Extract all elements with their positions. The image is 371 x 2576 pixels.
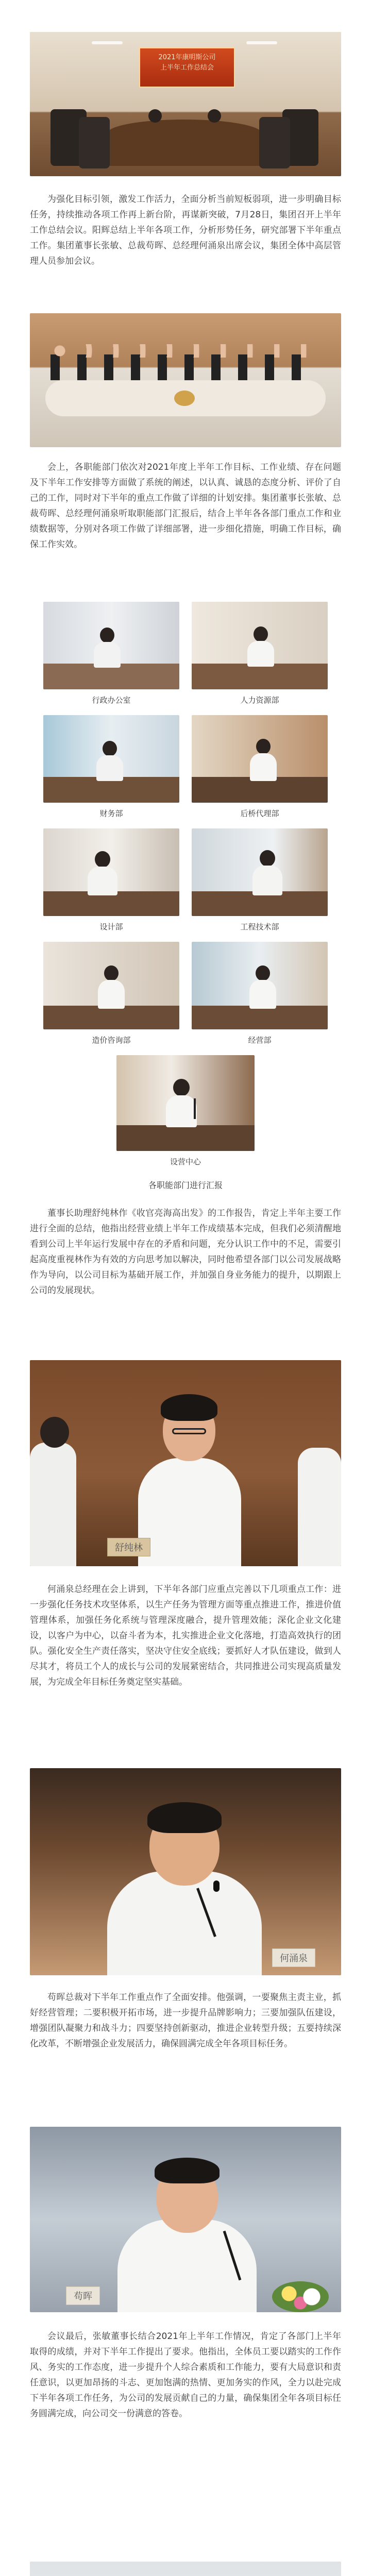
hero-photo bbox=[30, 32, 341, 176]
caption-cost: 造价咨询部 bbox=[92, 1036, 131, 1045]
nameplate-shu: 舒纯林 bbox=[107, 1538, 150, 1556]
caption-design: 设计部 bbox=[99, 922, 123, 931]
banner-line1: 2021年康明斯公司 bbox=[158, 54, 216, 61]
hero-screen-banner bbox=[139, 47, 235, 88]
speaker-photo-zhang bbox=[30, 2562, 341, 2576]
paragraph-gou-speech: 苟晖总裁对下半年工作重点作了全面安排。他强调，一要聚焦主责主业，抓好经营管理；二要积极开拓市场，进一步提升品牌影响力；三要加强队伍建设，增强团队凝聚力和战斗力；四要坚持创新驱动，推进企业转型升级；五要持续深化改革，不断增强企业发展活力，确保圆满完成全年各项目标任务。 bbox=[30, 1992, 341, 2049]
dept-photo-bidding bbox=[116, 1055, 255, 1151]
dept-photo-design bbox=[43, 828, 179, 916]
caption-bidding: 设营中心 bbox=[170, 1157, 201, 1166]
speaker-photo-shu bbox=[30, 1360, 341, 1566]
caption-engineering: 工程技术部 bbox=[240, 922, 279, 931]
caption-operations: 经营部 bbox=[248, 1036, 272, 1045]
caption-reports-all: 各职能部门进行汇报 bbox=[148, 1180, 223, 1190]
caption-finance: 财务部 bbox=[99, 809, 123, 818]
nameplate-gou: 苟晖 bbox=[66, 2286, 100, 2305]
dept-photo-admin bbox=[43, 602, 179, 689]
caption-admin: 行政办公室 bbox=[92, 696, 131, 705]
paragraph-shu-report: 董事长助理舒纯林作《收官亮海高出发》的工作报告，肯定上半年主要工作进行全面的总结，他指出经营业绩上半年工作成绩基本完成，但我们必须清醒地看到公司上半年运行发展中存在的矛盾和问题，充分认识工作中的不足，需要引起高度重视林作为有效的方向思考加以解决，同时他希望各部门以公司发展战略作为导向，以公司目标为基础开展工作，并加强自身业务能力的提升，以期跟上公司的发展现状。 bbox=[30, 1208, 341, 1296]
paragraph-reports: 会上，各职能部门依次对2021年度上半年工作目标、工作业绩、存在问题及下半年工作安排等方面做了系统的阐述，以认真、诚恳的态度分析、评价了自己的工作，同时对下半年的重点工作做了详细的计划安排。集团董事长张敏、总裁苟晖、总经理何涌泉听取职能部门汇报后，结合上半年各各部门重点工作和业绩数据等，分别对各项工作做了详细部署，进一步细化措施，明确工作目标，确保工作实效。 bbox=[30, 462, 341, 550]
dept-photo-hr bbox=[192, 602, 328, 689]
paragraph-intro: 为强化目标引领，激发工作活力，全面分析当前短板弱项，进一步明确目标任务，持续推动各项工作再上新台阶，再谋新突破，7月28日，集团召开上半年工作总结会议。阳辉总结上半年各项工作，分析形势任务，研究部署下半年重点工作。集团董事长张敏、总裁苟晖、总经理何涌泉出席会议，集团全体中高层管理人员参加会议。 bbox=[30, 194, 341, 266]
caption-after-sales: 后桥代理部 bbox=[240, 809, 279, 818]
paragraph-zhang-conclusion: 会议最后，张敏董事长结合2021年上半年工作情况，肯定了各部门上半年取得的成绩，并对下半年工作提出了要求。他指出，全体员工要以踏实的工作作风、务实的工作态度，进一步提升个人综合素质和工作能力，要有大局意识和责任意识，以更加昂扬的斗志、更加饱满的热情、更加务实的作风，全力以赴完成下半年各项工作任务，为公司的发展贡献自己的力量，确保集团全年各项目标任务圆满完成，向公司交一份满意的答卷。 bbox=[30, 2331, 341, 2419]
caption-hr: 人力资源部 bbox=[240, 696, 279, 705]
speaker-photo-gou bbox=[30, 2127, 341, 2312]
dept-photo-finance bbox=[43, 715, 179, 803]
banner-line2: 上半年工作总结会 bbox=[160, 64, 214, 72]
dept-photo-operations bbox=[192, 942, 328, 1029]
dept-photo-engineering bbox=[192, 828, 328, 916]
meeting-photo-wide bbox=[30, 313, 341, 447]
nameplate-he: 何涌泉 bbox=[272, 1948, 315, 1967]
dept-photo-after-sales bbox=[192, 715, 328, 803]
dept-photo-cost bbox=[43, 942, 179, 1029]
paragraph-he-speech: 何涌泉总经理在会上讲到，下半年各部门应重点完善以下几项重点工作：进一步强化任务技术攻坚体系，以生产任务为管理方面等重点推进工作，推进价值管理体系，加强任务化系统与管理深度融合，提升管理效能；深化企业文化建设，以客户为中心，以奋斗者为本，扎实推进企业文化落地，打造高效执行的团队。强化安全生产责任落实，坚决守住安全底线；要抓好人才队伍建设，做到人尽其才，将员工个人的成长与公司的发展紧密结合，共同推进公司实现高质量发展，为完成全年目标任务奠定坚实基础。 bbox=[30, 1584, 341, 1687]
speaker-photo-he bbox=[30, 1768, 341, 1975]
